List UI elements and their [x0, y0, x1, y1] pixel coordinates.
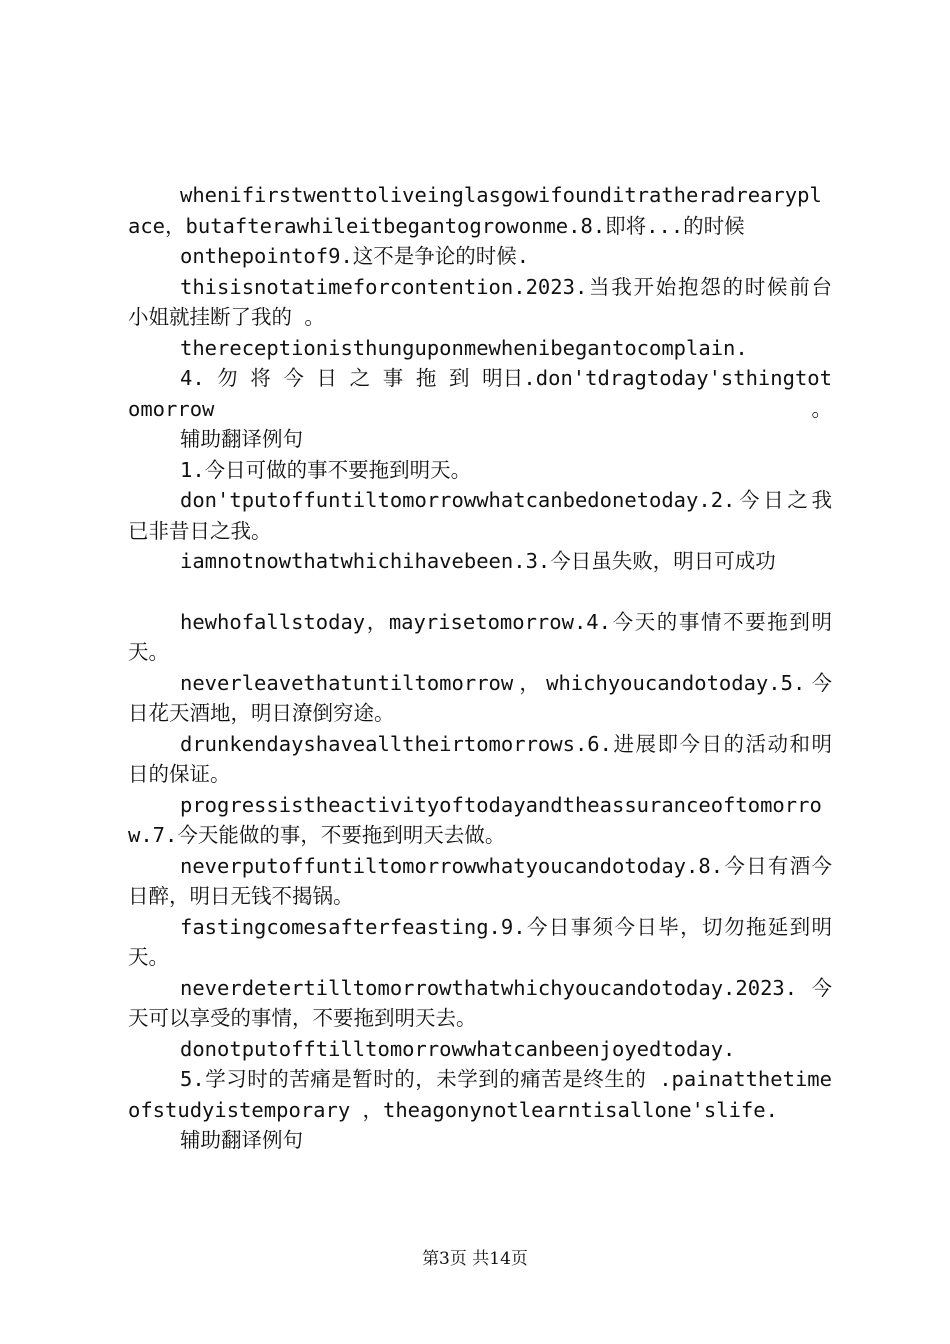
paragraph: thereceptionisthunguponmewhenibegantocomplain. [180, 335, 748, 360]
example-sentence: drunkendayshavealltheirtomorrows.6.进展即今日的活动和明日的保证。 [128, 731, 832, 786]
example-sentence: neverputoffuntiltomorrowwhatyoucandotoday.8.今日有酒今日醉，明日无钱不揭锅。 [128, 853, 832, 908]
section-heading: 辅助翻译例句 [180, 1128, 303, 1152]
example-sentence: don'tputoffuntiltomorrowwhatcanbedonetoday.2.今日之我已非昔日之我。 [128, 488, 832, 543]
paragraph: 4. 勿 将 今 日 之 事 拖 到 明日.don'tdragtoday'sthingtotomorrow。 [128, 366, 832, 421]
document-body [128, 180, 832, 1156]
example-sentence: neverleavethatuntiltomorrow，whichyoucandotoday.5.今日花天酒地，明日潦倒穷途。 [128, 670, 832, 725]
example-sentence: 1.今日可做的事不要拖到明天。 [180, 457, 472, 482]
paragraph: onthepointof9.这不是争论的时候. [180, 244, 530, 268]
paragraph: thisisnotatimeforcontention.2023.当我开始抱怨的时候前台小姐就挂断了我的 。 [128, 274, 832, 329]
paragraph: whenifirstwenttoliveinglasgowifounditratheradrearyplace，butafterawhileitbegantogrowonme.8.即将...的时候 [128, 183, 822, 238]
example-sentence: fastingcomesafterfeasting.9.今日事须今日毕，切勿拖延到明天。 [128, 914, 832, 969]
example-sentence: progressistheactivityoftodayandtheassuranceoftomorrow.7.今天能做的事，不要拖到明天去做。 [128, 792, 822, 847]
page-number-footer: 第3页 共14页 [422, 1249, 528, 1269]
example-sentence: hewhofallstoday，mayrisetomorrow.4.今天的事情不要拖到明天。 [128, 609, 832, 664]
example-sentence: neverdetertilltomorrowthatwhichyoucandotoday.2023.今天可以享受的事情，不要拖到明天去。 [128, 975, 832, 1030]
section-heading: 辅助翻译例句 [180, 427, 303, 451]
example-sentence: donotputofftilltomorrowwhatcanbeenjoyedtoday. [180, 1036, 736, 1061]
paragraph: 5.学习时的苦痛是暂时的，未学到的痛苦是终生的 .painatthetimeofstudyistemporary ，theagonynotlearntisallone'slife. [128, 1067, 832, 1122]
example-sentence: iamnotnowthatwhichihavebeen.3.今日虽失败，明日可成功 [180, 549, 776, 573]
